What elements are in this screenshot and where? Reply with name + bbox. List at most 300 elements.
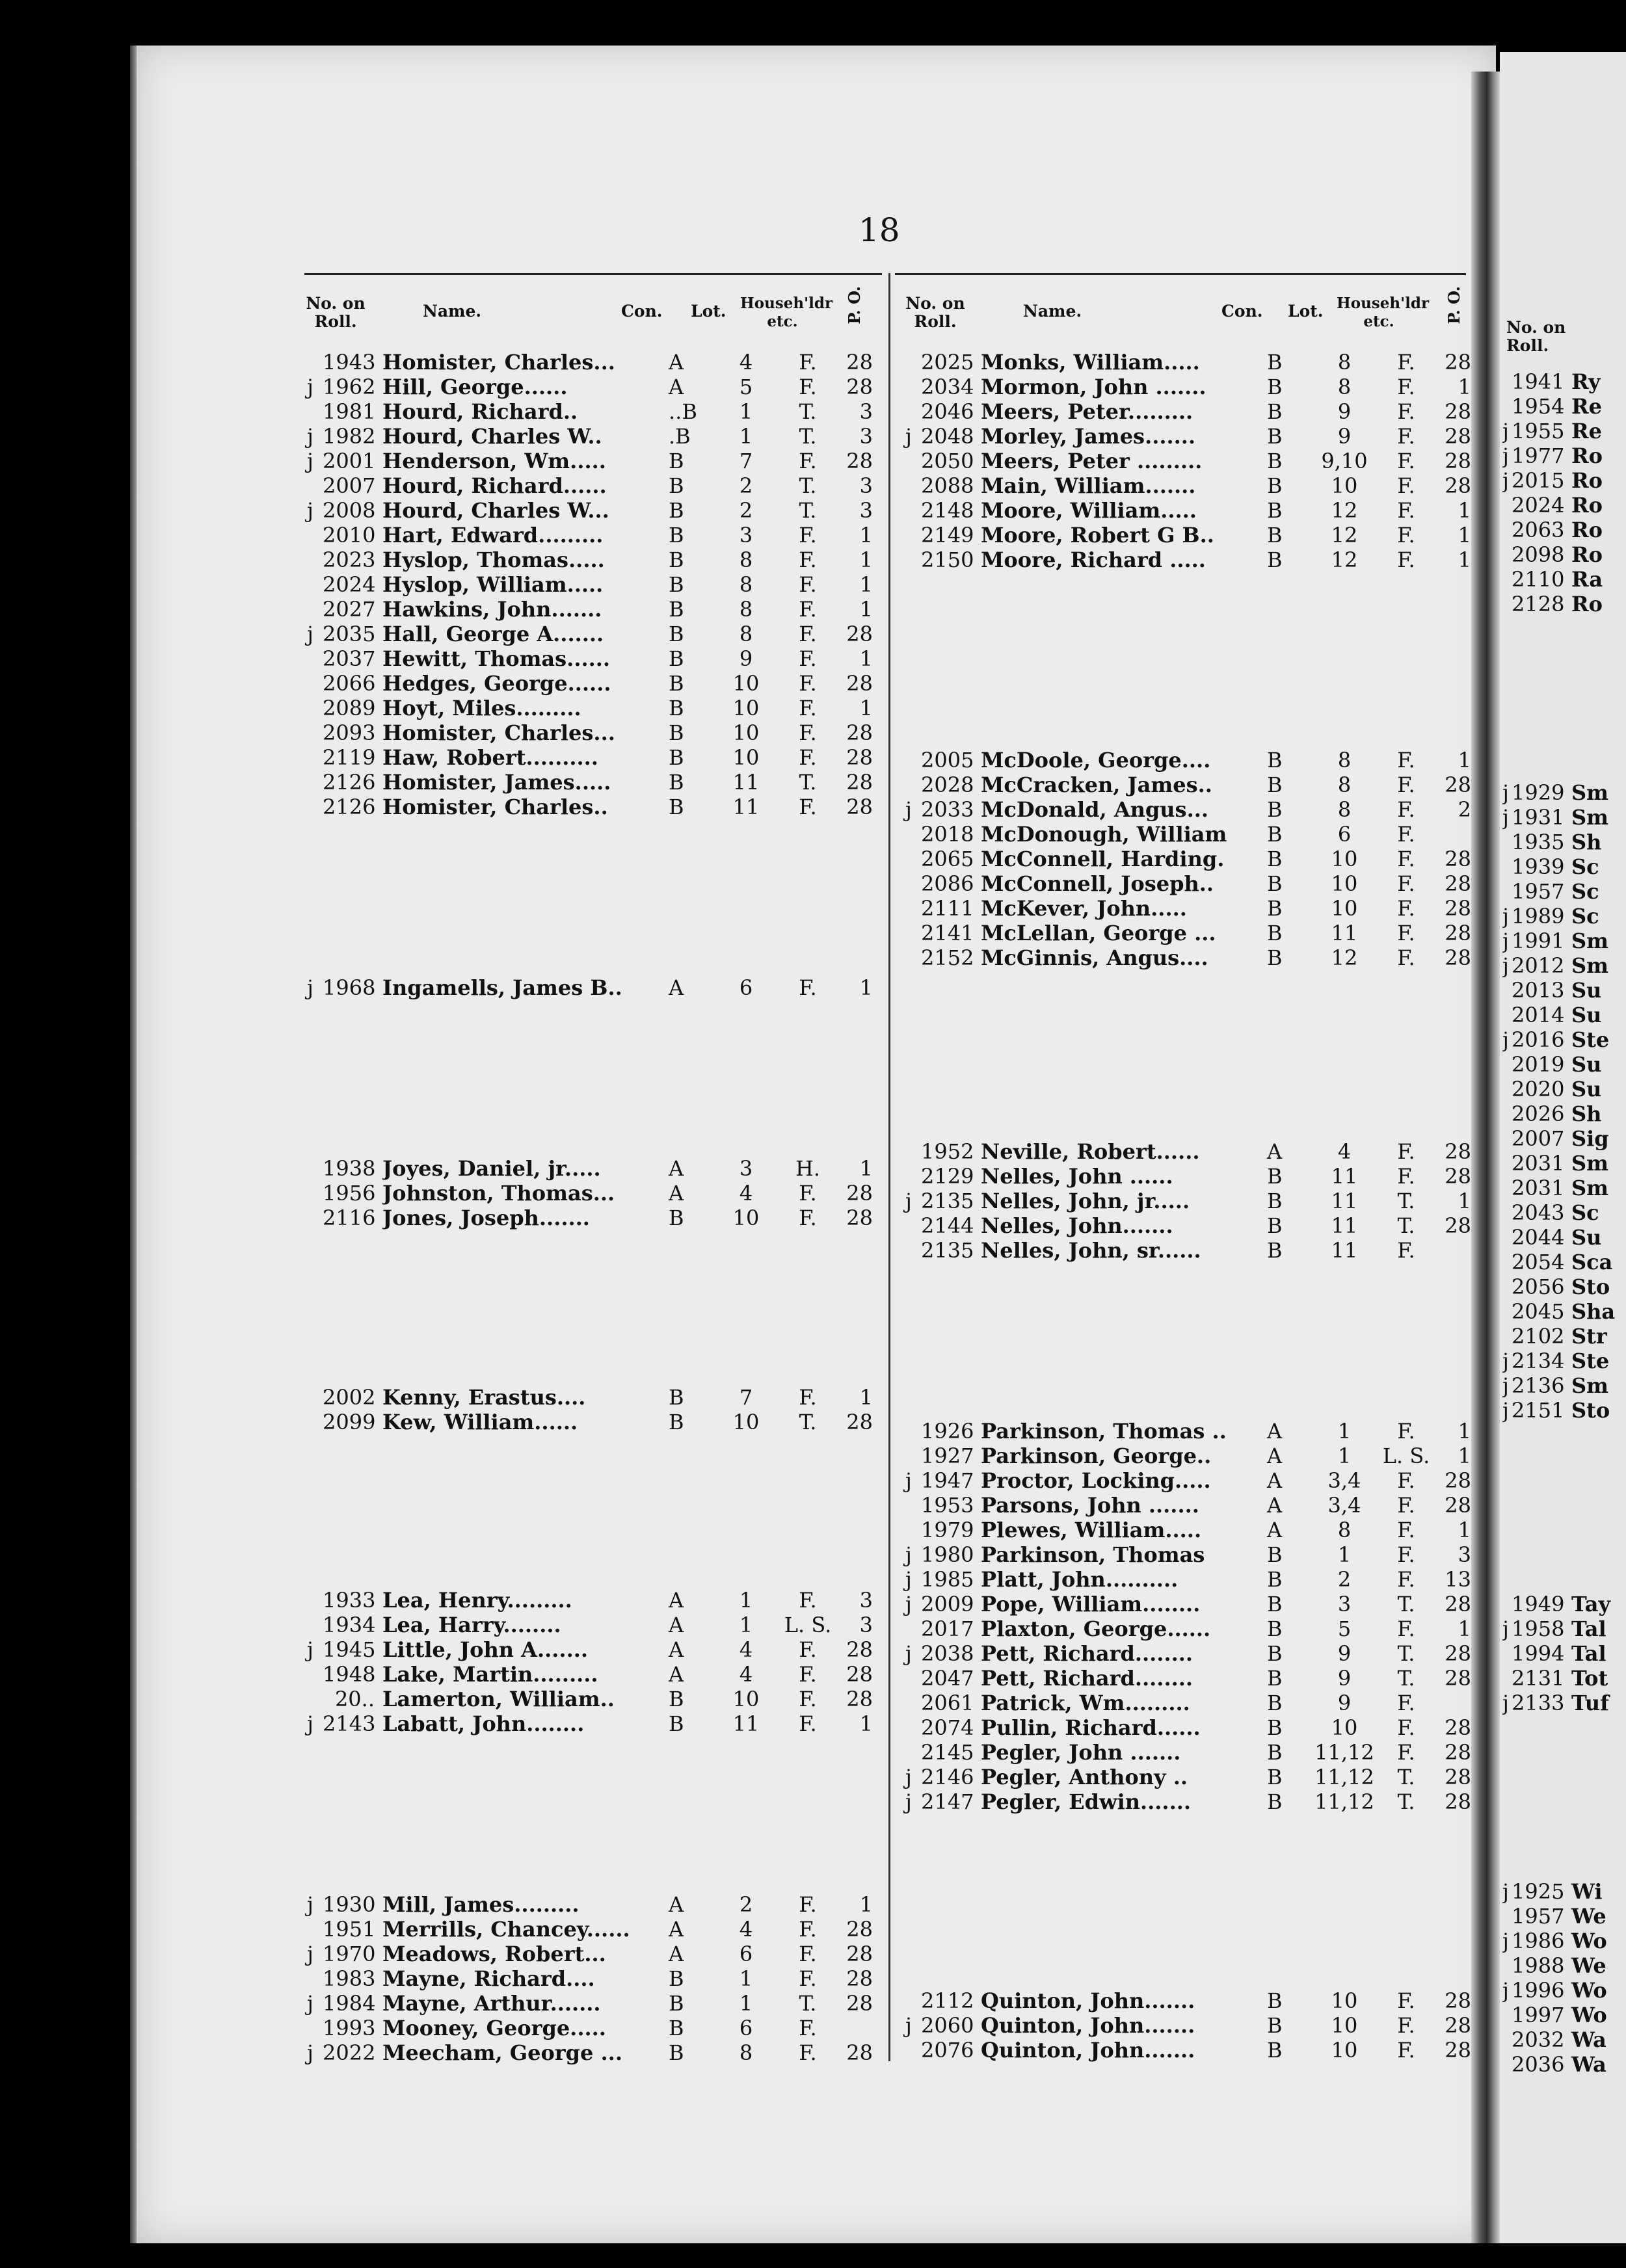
householder-status: F. (799, 671, 817, 696)
roll-entry (905, 945, 1478, 970)
concession: B (669, 646, 684, 671)
jury-mark: j (307, 975, 313, 1000)
post-office: 28 (1445, 1641, 1471, 1666)
elector-name: Su (1571, 1052, 1602, 1077)
concession: A (669, 1892, 684, 1917)
roll-number: 2031 (1512, 1151, 1565, 1176)
householder-status: F. (799, 696, 817, 720)
roll-number: 1934 (323, 1613, 376, 1637)
roll-number: 2007 (1512, 1126, 1565, 1151)
roll-number: 2044 (1512, 1225, 1565, 1250)
householder-status: T. (799, 473, 817, 498)
lot-number: 9 (1337, 1691, 1352, 1715)
lot-number: 11 (1331, 1189, 1358, 1213)
elector-name: Nelles, John ...... (981, 1164, 1173, 1189)
roll-entry (905, 424, 1478, 449)
roll-number: 1991 (1512, 929, 1565, 953)
lot-number: 1 (739, 1991, 753, 2016)
jury-mark: j (1502, 1691, 1509, 1715)
post-office: 28 (1445, 896, 1471, 921)
post-office: 1 (1458, 1616, 1471, 1641)
post-office: 28 (846, 1410, 873, 1434)
roll-number: 1925 (1512, 1879, 1565, 1904)
householder-status: T. (1397, 1641, 1415, 1666)
header-po-right: P. O. (1445, 286, 1463, 324)
lot-number: 8 (1337, 1518, 1352, 1542)
roll-number: 2128 (1512, 592, 1565, 616)
post-office: 28 (1445, 399, 1471, 424)
roll-number: 1989 (1512, 904, 1565, 929)
concession: B (1267, 1765, 1283, 1789)
concession: .B (669, 424, 691, 449)
post-office: 28 (846, 2040, 873, 2065)
elector-name: Parkinson, Thomas .. (981, 1419, 1227, 1444)
roll-number: 2060 (921, 2013, 974, 2038)
elector-name: Sto (1571, 1398, 1610, 1423)
elector-name: Parkinson, Thomas (981, 1542, 1205, 1567)
elector-name: Lamerton, William.. (382, 1687, 615, 1711)
roll-number: 2112 (921, 1988, 974, 2013)
elector-name: Wa (1571, 2052, 1606, 2077)
roll-number: 2026 (1512, 1101, 1565, 1126)
roll-entry (307, 399, 879, 424)
elector-name: Tot (1571, 1666, 1608, 1691)
concession: B (1267, 822, 1283, 847)
roll-number: 2001 (323, 449, 376, 473)
householder-status: F. (1397, 847, 1415, 871)
elector-name: McDoole, George.... (981, 748, 1211, 772)
householder-status: T. (799, 1410, 817, 1434)
post-office: 28 (846, 745, 873, 770)
householder-status: F. (799, 350, 817, 375)
roll-number: 2035 (323, 622, 376, 646)
roll-number: 2089 (323, 696, 376, 720)
elector-name: McDonough, William (981, 822, 1227, 847)
roll-number: 2032 (1512, 2027, 1565, 2052)
elector-name: Ro (1571, 518, 1603, 542)
concession: A (669, 1637, 684, 1662)
householder-status: F. (799, 375, 817, 399)
roll-number: 2126 (323, 770, 376, 795)
elector-name: Patrick, Wm......... (981, 1691, 1190, 1715)
elector-name: Su (1571, 1003, 1602, 1027)
post-office: 1 (1458, 498, 1471, 523)
roll-entry-partial (1502, 1176, 1626, 1200)
householder-status: H. (795, 1156, 821, 1181)
lot-number: 1 (739, 399, 753, 424)
post-office: 28 (846, 1687, 873, 1711)
concession: B (1267, 1740, 1283, 1765)
elector-name: We (1571, 1953, 1606, 1978)
roll-entry (905, 1715, 1478, 1740)
roll-number: 2099 (323, 1410, 376, 1434)
householder-status: F. (799, 1942, 817, 1966)
householder-status: F. (1397, 921, 1415, 945)
concession: B (669, 671, 684, 696)
roll-number: 2149 (921, 523, 974, 547)
householder-status: F. (799, 597, 817, 622)
post-office: 1 (1458, 523, 1471, 547)
roll-number: 2025 (921, 350, 974, 375)
lot-number: 8 (1337, 797, 1352, 822)
lot-number: 10 (1331, 847, 1358, 871)
roll-entry-partial (1502, 1003, 1626, 1027)
roll-number: 2076 (921, 2038, 974, 2063)
elector-name: Kenny, Erastus.... (382, 1385, 586, 1410)
elector-name: Hourd, Richard...... (382, 473, 607, 498)
roll-entry-partial (1502, 1299, 1626, 1324)
lot-number: 9 (739, 646, 753, 671)
roll-entry (905, 547, 1478, 572)
roll-number: 1953 (921, 1493, 974, 1518)
elector-name: Monks, William..... (981, 350, 1200, 375)
elector-name: Mormon, John ....... (981, 375, 1206, 399)
post-office: 28 (1445, 1715, 1471, 1740)
roll-number: 2007 (323, 473, 376, 498)
roll-entry-partial (1502, 953, 1626, 978)
elector-name: We (1571, 1904, 1606, 1929)
elector-name: Johnston, Thomas... (382, 1181, 615, 1206)
roll-number: 2102 (1512, 1324, 1565, 1349)
roll-entry (307, 547, 879, 572)
roll-entry-partial (1502, 542, 1626, 567)
jury-mark: j (905, 1542, 912, 1567)
roll-number: 1951 (323, 1917, 376, 1942)
roll-entry (905, 797, 1478, 822)
roll-entry (307, 2016, 879, 2040)
elector-name: Hoyt, Miles......... (382, 696, 581, 720)
post-office: 28 (846, 1181, 873, 1206)
roll-number: 1997 (1512, 2003, 1565, 2027)
householder-status: T. (1397, 1213, 1415, 1238)
roll-entry-partial (1502, 1077, 1626, 1101)
concession: B (669, 1687, 684, 1711)
jury-mark: j (307, 1991, 313, 2016)
lot-number: 3 (739, 1156, 753, 1181)
roll-number: 2010 (323, 523, 376, 547)
roll-entry (307, 375, 879, 399)
roll-entry-partial (1502, 830, 1626, 854)
elector-name: Kew, William...... (382, 1410, 578, 1434)
lot-number: 7 (739, 1385, 753, 1410)
elector-name: Morley, James....... (981, 424, 1196, 449)
householder-status: F. (799, 1637, 817, 1662)
roll-number: 2005 (921, 748, 974, 772)
roll-entry (307, 1637, 879, 1662)
elector-name: Jones, Joseph....... (382, 1206, 590, 1230)
householder-status: T. (1397, 1666, 1415, 1691)
elector-name: Pope, William........ (981, 1592, 1201, 1616)
householder-status: L. S. (1382, 1444, 1430, 1468)
roll-number: 2134 (1512, 1349, 1565, 1373)
post-office: 28 (846, 375, 873, 399)
roll-number: 2024 (1512, 493, 1565, 518)
roll-entry-partial (1502, 1929, 1626, 1953)
roll-entry-partial (1502, 1904, 1626, 1929)
roll-entry (905, 350, 1478, 375)
householder-status: F. (1397, 822, 1415, 847)
roll-entry-partial (1502, 1126, 1626, 1151)
roll-number: 2020 (1512, 1077, 1565, 1101)
roll-number: 2074 (921, 1715, 974, 1740)
lot-number: 11 (1331, 921, 1358, 945)
householder-status: F. (1397, 375, 1415, 399)
lot-number: 2 (739, 498, 753, 523)
elector-name: Little, John A....... (382, 1637, 588, 1662)
lot-number: 8 (739, 622, 753, 646)
elector-name: Pegler, John ....... (981, 1740, 1181, 1765)
header-rule-right (895, 273, 1466, 275)
concession: A (669, 1588, 684, 1613)
lot-number: 11 (732, 770, 760, 795)
roll-entry-partial (1502, 780, 1626, 805)
elector-name: Plaxton, George...... (981, 1616, 1211, 1641)
roll-entry (905, 1419, 1478, 1444)
roll-entry-partial (1502, 518, 1626, 542)
elector-name: Hourd, Richard.. (382, 399, 578, 424)
roll-number: 1943 (323, 350, 376, 375)
roll-number: 2056 (1512, 1274, 1565, 1299)
jury-mark: j (905, 1592, 912, 1616)
roll-entry-partial (1502, 1666, 1626, 1691)
householder-status: F. (1397, 1715, 1415, 1740)
lot-number: 9 (1337, 1666, 1352, 1691)
householder-status: F. (1397, 547, 1415, 572)
elector-name: McDonald, Angus... (981, 797, 1208, 822)
roll-entry (905, 1691, 1478, 1715)
jury-mark: j (307, 1892, 313, 1917)
householder-status: F. (799, 1385, 817, 1410)
post-office: 1 (859, 696, 873, 720)
roll-entry-partial (1502, 1225, 1626, 1250)
lot-number: 10 (1331, 2038, 1358, 2063)
elector-name: Sm (1571, 929, 1608, 953)
roll-number: 2146 (921, 1765, 974, 1789)
post-office: 28 (846, 1917, 873, 1942)
lot-number: 8 (1337, 748, 1352, 772)
householder-status: T. (799, 399, 817, 424)
post-office: 28 (1445, 1765, 1471, 1789)
roll-number: 2023 (323, 547, 376, 572)
roll-number: 2143 (323, 1711, 376, 1736)
elector-name: Pullin, Richard...... (981, 1715, 1201, 1740)
roll-number: 2028 (921, 772, 974, 797)
post-office: 28 (1445, 2038, 1471, 2063)
lot-number: 10 (1331, 896, 1358, 921)
roll-entry-partial (1502, 1274, 1626, 1299)
householder-status: F. (1397, 1419, 1415, 1444)
roll-entry (307, 975, 879, 1000)
concession: B (669, 696, 684, 720)
lot-number: 7 (739, 449, 753, 473)
elector-name: Wo (1571, 1929, 1607, 1953)
post-office: 1 (1458, 375, 1471, 399)
roll-number: 2027 (323, 597, 376, 622)
jury-mark: j (1502, 1879, 1509, 1904)
roll-number: 2136 (1512, 1373, 1565, 1398)
concession: B (1267, 473, 1283, 498)
lot-number: 8 (739, 597, 753, 622)
lot-number: 11,12 (1314, 1789, 1374, 1814)
concession: B (1267, 2038, 1283, 2063)
lot-number: 3 (739, 523, 753, 547)
roll-entry-partial (1502, 1978, 1626, 2003)
roll-entry (307, 1588, 879, 1613)
elector-name: Neville, Robert...... (981, 1139, 1200, 1164)
roll-number: 2048 (921, 424, 974, 449)
roll-entry (905, 1765, 1478, 1789)
concession: B (669, 1206, 684, 1230)
roll-number: 2086 (921, 871, 974, 896)
roll-number: 1941 (1512, 369, 1565, 394)
post-office: 1 (859, 1711, 873, 1736)
lot-number: 11,12 (1314, 1765, 1374, 1789)
elector-name: Nelles, John, sr...... (981, 1238, 1201, 1263)
concession: B (1267, 424, 1283, 449)
post-office: 28 (846, 1966, 873, 1991)
roll-entry (307, 523, 879, 547)
post-office: 3 (859, 473, 873, 498)
roll-entry (905, 1740, 1478, 1765)
post-office: 28 (1445, 449, 1471, 473)
lot-number: 1 (1337, 1444, 1352, 1468)
householder-status: F. (1397, 797, 1415, 822)
householder-status: F. (799, 572, 817, 597)
concession: B (1267, 350, 1283, 375)
jury-mark: j (307, 1711, 313, 1736)
lot-number: 4 (739, 1917, 753, 1942)
householder-status: F. (1397, 2013, 1415, 2038)
roll-number: 1994 (1512, 1641, 1565, 1666)
roll-entry (905, 871, 1478, 896)
concession: A (669, 1613, 684, 1637)
roll-number: 2046 (921, 399, 974, 424)
header-no-on-roll-right: No. on Roll. (905, 294, 965, 331)
roll-entry (307, 1942, 879, 1966)
roll-entry (905, 1567, 1478, 1592)
elector-name: Hart, Edward......... (382, 523, 604, 547)
jury-mark: j (1502, 1929, 1509, 1953)
concession: B (669, 720, 684, 745)
roll-entry-partial (1502, 1324, 1626, 1349)
concession: B (1267, 399, 1283, 424)
householder-status: F. (1397, 1238, 1415, 1263)
concession: B (669, 2016, 684, 2040)
elector-name: Sig (1571, 1126, 1609, 1151)
elector-name: Ingamells, James B.. (382, 975, 622, 1000)
post-office: 28 (846, 795, 873, 819)
roll-number: 2043 (1512, 1200, 1565, 1225)
householder-status: F. (799, 2040, 817, 2065)
lot-number: 2 (739, 1892, 753, 1917)
elector-name: Ste (1571, 1349, 1610, 1373)
jury-mark: j (1502, 929, 1509, 953)
roll-number: 1988 (1512, 1953, 1565, 1978)
jury-mark: j (1502, 1616, 1509, 1641)
householder-status: F. (799, 1206, 817, 1230)
elector-name: Su (1571, 1077, 1602, 1101)
elector-name: Sc (1571, 854, 1599, 879)
post-office: 28 (846, 1662, 873, 1687)
jury-mark: j (1502, 904, 1509, 929)
elector-name: Ro (1571, 542, 1603, 567)
roll-entry-partial (1502, 419, 1626, 443)
elector-name: McConnell, Joseph.. (981, 871, 1214, 896)
roll-entry (905, 399, 1478, 424)
lot-number: 9 (1337, 1641, 1352, 1666)
roll-number: 2098 (1512, 542, 1565, 567)
roll-number: 1930 (323, 1892, 376, 1917)
roll-entry (905, 1616, 1478, 1641)
roll-number: 1957 (1512, 1904, 1565, 1929)
householder-status: F. (1397, 473, 1415, 498)
concession: B (1267, 921, 1283, 945)
roll-entry-partial (1502, 369, 1626, 394)
roll-number: 2088 (921, 473, 974, 498)
concession: B (1267, 847, 1283, 871)
concession: B (669, 547, 684, 572)
concession: B (669, 795, 684, 819)
roll-number: 2129 (921, 1164, 974, 1189)
roll-number: 2151 (1512, 1398, 1565, 1423)
roll-entry (905, 847, 1478, 871)
roll-number: 2038 (921, 1641, 974, 1666)
roll-number: 1931 (1512, 805, 1565, 830)
roll-number: 1986 (1512, 1929, 1565, 1953)
header-con-right: Con. (1221, 302, 1263, 321)
post-office: 1 (1458, 547, 1471, 572)
post-office: 1 (859, 547, 873, 572)
concession: B (1267, 1641, 1283, 1666)
householder-status: F. (799, 449, 817, 473)
roll-entry-partial (1502, 1349, 1626, 1373)
roll-number: 1982 (323, 424, 376, 449)
roll-entry (905, 1444, 1478, 1468)
roll-number: 2016 (1512, 1027, 1565, 1052)
roll-number: 2116 (323, 1206, 376, 1230)
jury-mark: j (905, 1189, 912, 1213)
jury-mark: j (1502, 780, 1509, 805)
concession: B (1267, 547, 1283, 572)
concession: B (669, 1410, 684, 1434)
post-office: 3 (859, 1588, 873, 1613)
roll-number: 2002 (323, 1385, 376, 1410)
elector-name: Wo (1571, 2003, 1607, 2027)
roll-entry-partial (1502, 567, 1626, 592)
householder-status: F. (799, 1588, 817, 1613)
roll-entry-partial (1502, 2003, 1626, 2027)
post-office: 28 (846, 1991, 873, 2016)
householder-status: T. (799, 770, 817, 795)
lot-number: 2 (739, 473, 753, 498)
elector-name: Tal (1571, 1641, 1606, 1666)
roll-entry-partial (1502, 805, 1626, 830)
elector-name: Re (1571, 419, 1602, 443)
elector-name: Pett, Richard........ (981, 1666, 1193, 1691)
elector-name: Tuf (1571, 1691, 1609, 1715)
post-office: 28 (846, 1942, 873, 1966)
roll-entry (307, 572, 879, 597)
roll-number: 2022 (323, 2040, 376, 2065)
roll-number: 1929 (1512, 780, 1565, 805)
elector-name: Sm (1571, 1373, 1608, 1398)
roll-entry (905, 1542, 1478, 1567)
post-office: 28 (1445, 847, 1471, 871)
roll-number: 2045 (1512, 1299, 1565, 1324)
concession: B (669, 1991, 684, 2016)
roll-number: 1996 (1512, 1978, 1565, 2003)
householder-status: F. (799, 523, 817, 547)
